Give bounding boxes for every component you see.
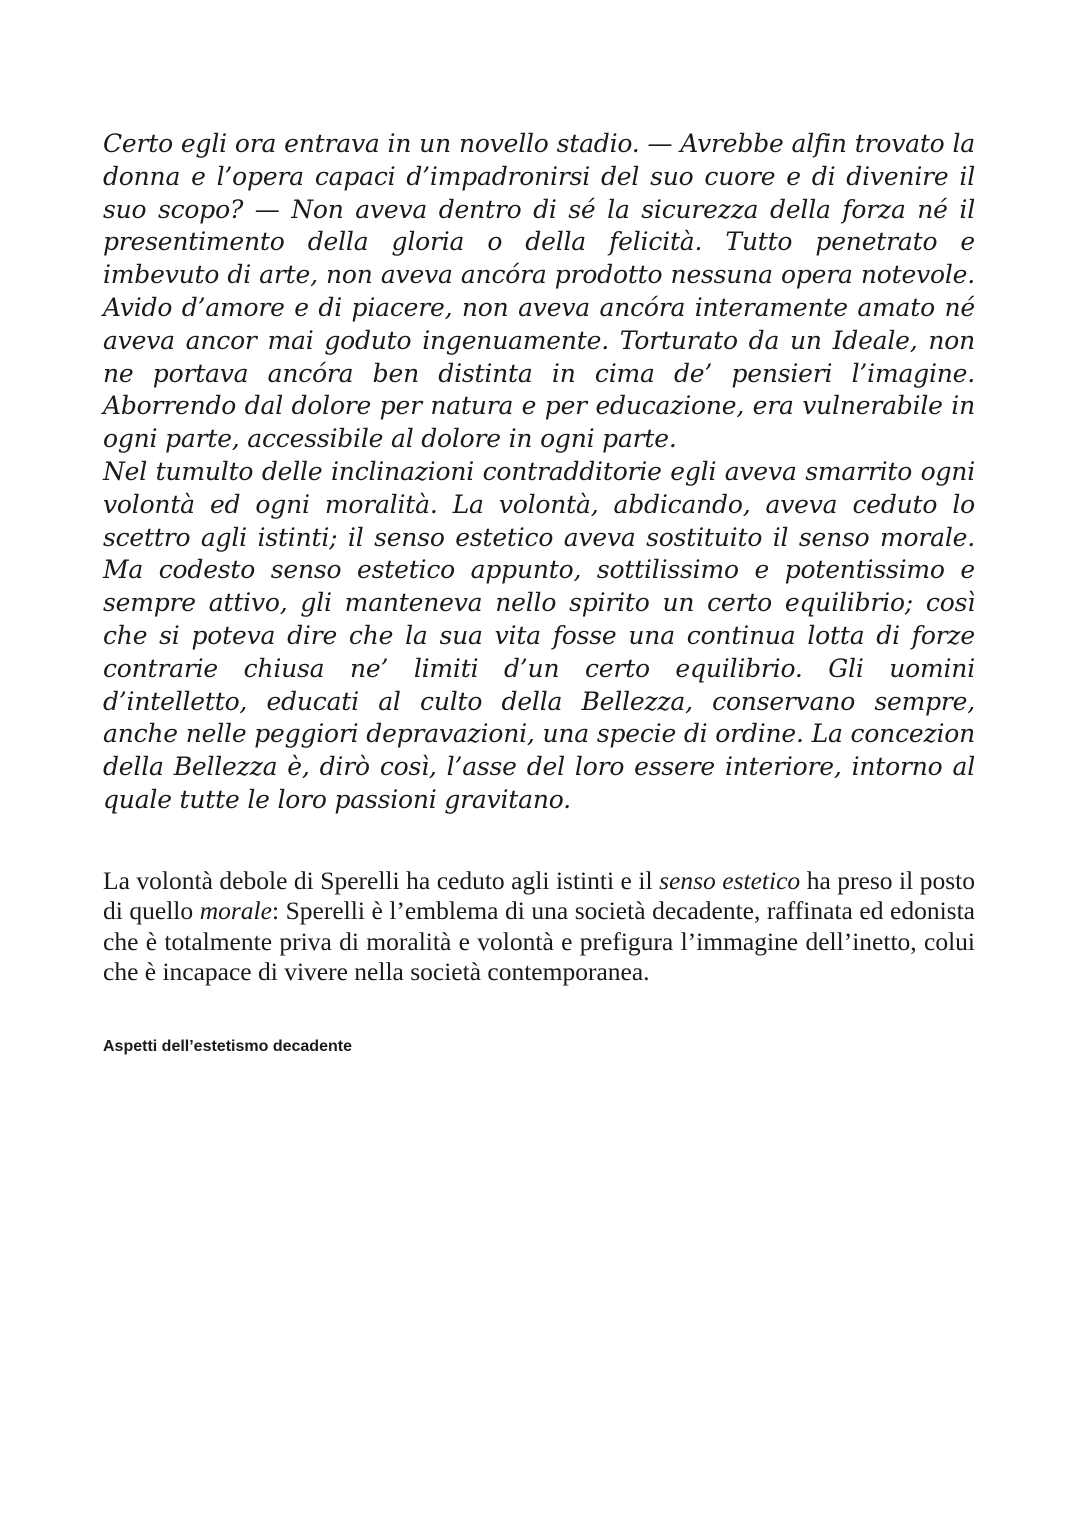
- commentary-text-3: : Sperelli è l’emblema di una società decadente, raffinata ed edonista che è totalmente priva di moralità e volontà e prefigura l’immagine dell’inetto, colui che è incapace di vivere nella società contemporanea.: [103, 896, 975, 987]
- commentary-text-1: La volontà debole di Sperelli ha ceduto agli istinti e il: [103, 865, 660, 895]
- commentary-section: [103, 866, 975, 988]
- document-page: [103, 128, 975, 1057]
- commentary-paragraph: [103, 866, 975, 988]
- commentary-emphasis-senso-estetico: senso estetico: [659, 865, 801, 895]
- section-heading: Aspetti dell’estetismo decadente: [103, 1037, 352, 1055]
- excerpt-paragraph-1: Certo egli ora entrava in un novello stadio. — Avrebbe alfin trovato la donna e l’opera capaci d’impadronirsi del suo cuore e di divenire il suo scopo? — Non aveva dentro di sé la sicurezza della forza né il presentimento della gloria o della felicità. Tutto penetrato e imbevuto di arte, non aveva ancóra prodotto nessuna opera notevole. Avido d’amore e di piacere, non aveva ancóra interamente amato né aveva ancor mai goduto ingenuamente. Torturato da un Ideale, non ne portava ancóra ben distinta in cima de’ pensieri l’imagine. Aborrendo dal dolore per natura e per educazione, era vulnerabile in ogni parte, accessibile al dolore in ogni parte.: [103, 129, 975, 454]
- commentary-text-2: ha preso il posto di quello: [103, 865, 975, 926]
- commentary-emphasis-morale: morale: [199, 896, 272, 926]
- excerpt-paragraph-2: Nel tumulto delle inclinazioni contradditorie egli aveva smarrito ogni volontà ed ogni moralità. La volontà, abdicando, aveva ceduto lo scettro agli istinti; il senso estetico aveva sostituito il senso morale. Ma codesto senso estetico appunto, sottilissimo e potentissimo e sempre attivo, gli manteneva nello spirito un certo equilibrio; così che si poteva dire che la sua vita fosse una continua lotta di forze contrarie chiusa ne’ limiti d’un certo equilibrio. Gli uomini d’intelletto, educati al culto della Bellezza, conservano sempre, anche nelle peggiori depravazioni, una specie di ordine. La concezion della Bellezza è, dirò così, l’asse del loro essere interiore, intorno al quale tutte le loro passioni gravitano.: [103, 456, 975, 814]
- novel-excerpt: [103, 128, 975, 817]
